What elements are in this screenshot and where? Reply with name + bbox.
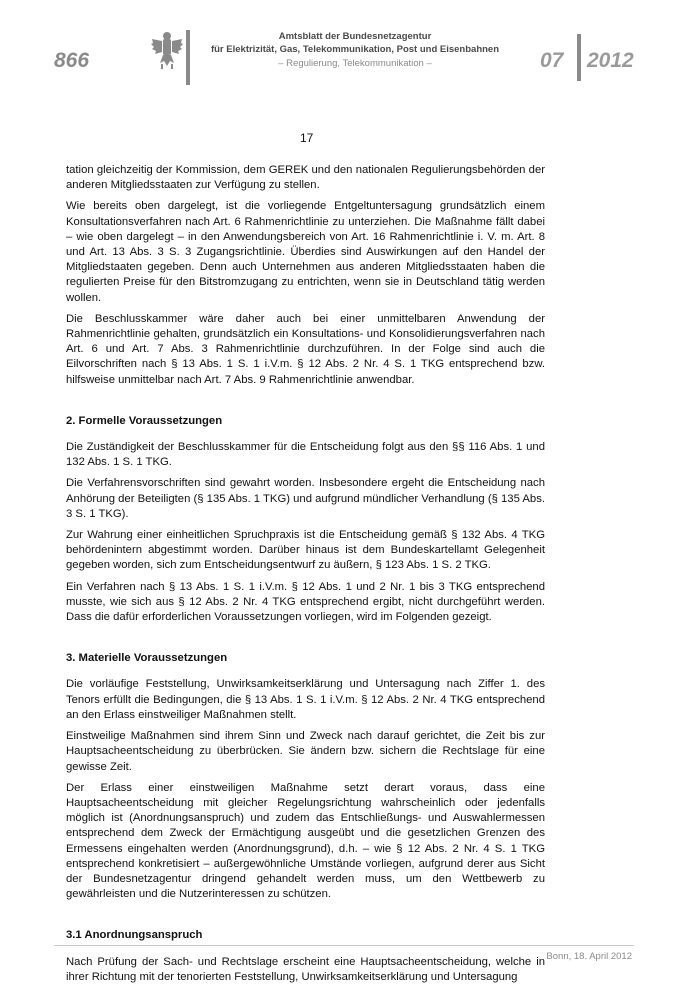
section-heading: 3. Materielle Voraussetzungen <box>66 652 228 665</box>
paragraph: Die Zuständigkeit der Beschlusskammer für die Entscheidung folgt aus den §§ 116 Abs. 1 und 132 Abs. 1 S. 1 TKG. <box>66 441 545 469</box>
gazette-subtitle: – Regulierung, Telekommunikation – <box>278 58 432 69</box>
footer-date: Bonn, 18. April 2012 <box>546 951 632 962</box>
paragraph: Zur Wahrung einer einheitlichen Spruchpraxis ist die Entscheidung gemäß § 132 Abs. 4 TKG behördenintern abgestimmt worden. Darüber hinaus ist dem Bundeskartellamt Gelegenheit gegeben worden, sich zum Entscheidungsentwurf zu äußern, § 123 Abs. 1 S. 2 TKG. <box>66 529 545 572</box>
page-number: 866 <box>54 49 90 72</box>
section-heading: 3.1 Anordnungsanspruch <box>66 929 203 942</box>
gazette-title-line-2: für Elektrizität, Gas, Telekommunikation, Post und Eisenbahnen <box>210 43 500 55</box>
paragraph: tation gleichzeitig der Kommission, dem GEREK und den nationalen Regulierungsbehörden der anderen Mitgliedsstaaten zur Verfügung zu stellen. <box>66 164 545 192</box>
federal-eagle-icon <box>150 30 184 70</box>
gazette-title <box>200 31 510 56</box>
document-page-number: 17 <box>300 131 314 145</box>
issue-year: 2012 <box>587 49 634 72</box>
paragraph: Wie bereits oben dargelegt, ist die vorliegende Entgeltuntersagung grundsätzlich einem Konsultationsverfahren nach Art. 6 Rahmenrichtlinie zu unterziehen. Die Maßnahme fällt dabei – wie oben dargelegt – in den Anwendungsbereich von Art. 16 Rahmenrichtlinie i. V. m. Art. 8 und Art. 13 Abs. 3 S. 3 Zugangsrichtlinie. Überdies sind Auswirkungen auf den Handel der Mitgliedstaaten gegeben. Denn auch Unternehmen aus anderen Mitgliedsstaaten haben die regulierten Preise für den Bitstromzugang zu entrichten, wenn sie in Deutschland tätig werden wollen. <box>66 200 545 304</box>
footer-divider <box>54 945 634 946</box>
paragraph: Einstweilige Maßnahmen sind ihrem Sinn und Zweck nach darauf gerichtet, die Zeit bis zur Hauptsacheentscheidung zu überbrücken. Sie ändern bzw. sichern die Rechtslage für eine gewisse Zeit. <box>66 730 545 773</box>
issue-divider <box>577 34 581 81</box>
paragraph: Die Verfahrensvorschriften sind gewahrt worden. Insbesondere ergeht die Entscheidung nach Anhörung der Beteiligten (§ 135 Abs. 1 TKG) und aufgrund mündlicher Verhandlung (§ 135 Abs. 3 S. 1 TKG). <box>66 477 545 520</box>
issue-number: 07 <box>540 49 564 72</box>
page-header <box>0 0 700 90</box>
paragraph: Die vorläufige Feststellung, Unwirksamkeitserklärung und Untersagung nach Ziffer 1. des Tenors erfüllt die Bedingungen, die § 13 Abs. 1 S. 1 i.V.m. § 12 Abs. 2 Nr. 4 TKG entsprechend an den Erlass einstweiliger Maßnahmen stellt. <box>66 678 545 721</box>
header-divider <box>186 30 190 85</box>
document-body <box>66 163 545 991</box>
gazette-title-line-1: Amtsblatt der Bundesnetzagentur <box>278 31 432 42</box>
paragraph: Nach Prüfung der Sach- und Rechtslage erscheint eine Hauptsacheentscheidung, welche in ihrer Richtung mit der tenorierten Feststellung, Unwirksamkeitserklärung und Untersagung <box>66 955 545 983</box>
paragraph: Ein Verfahren nach § 13 Abs. 1 S. 1 i.V.m. § 12 Abs. 1 und 2 Nr. 1 bis 3 TKG entsprechend musste, wie sich aus § 12 Abs. 2 Nr. 4 TKG entsprechend ergibt, nicht durchgeführt werden. Dass die dafür erforderlichen Voraussetzungen vorliegen, wird im Folgenden gezeigt. <box>66 580 545 624</box>
paragraph: Die Beschlusskammer wäre daher auch bei einer unmittelbaren Anwendung der Rahmenrichtlinie gehalten, grundsätzlich ein Konsultations- und Konsolidierungsverfahren nach Art. 6 und Art. 7 Abs. 3 Rahmenrichtlinie durchzuführen. In der Folge sind auch die Eilvorschriften nach § 13 Abs. 1 S. 1 i.V.m. § 12 Abs. 2 Nr. 4 S. 1 TKG entsprechend bzw. hilfsweise unmittelbar nach Art. 7 Abs. 9 Rahmenrichtlinie anwendbar. <box>66 312 545 386</box>
section-heading: 2. Formelle Voraussetzungen <box>66 414 223 427</box>
paragraph: Der Erlass einer einstweiligen Maßnahme setzt derart voraus, dass eine Hauptsacheentscheidung mit gleicher Regelungsrichtung wahrscheinlich oder jedenfalls möglich ist (Anordnungsanspruch) und zudem das Entschließungs- und Auswahlermessen entsprechend dem Zweck der Ermächtigung ausgeübt und die gesetzlichen Grenzen des Ermessens eingehalten werden (Anordnungsgrund), d.h. – wie § 12 Abs. 2 Nr. 4 S. 1 TKG entsprechend konkretisiert – außergewöhnliche Umstände vorliegen, aufgrund derer aus Sicht der Bundesnetzagentur dringend gehandelt werden muss, um den Wettbewerb zu gewährleisten und die Nutzerinteressen zu schützen. <box>66 781 545 901</box>
